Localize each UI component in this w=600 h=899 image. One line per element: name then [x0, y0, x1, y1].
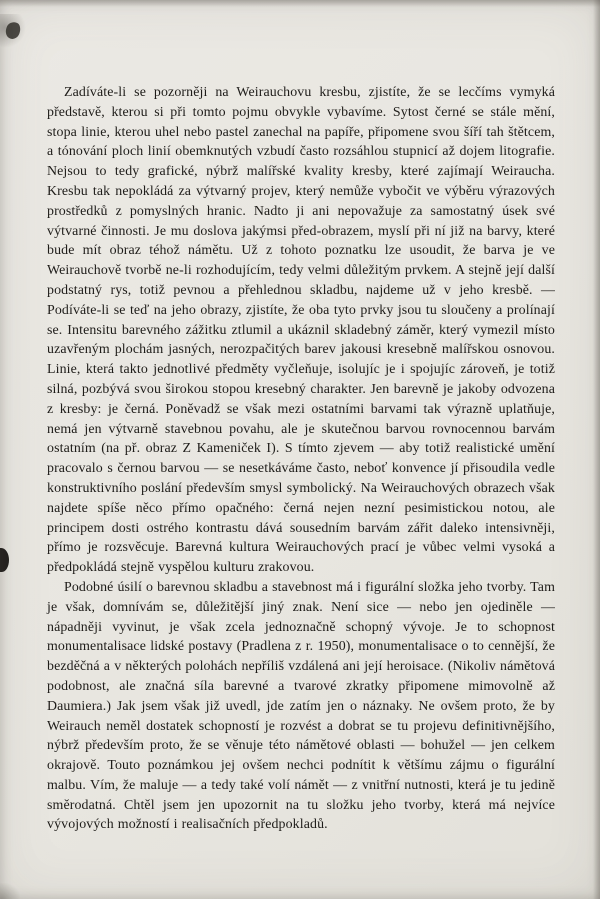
page-edge-shadow-right	[593, 0, 600, 899]
scan-mark-left-edge	[0, 548, 9, 572]
page-edge-shadow-top	[0, 0, 600, 7]
paragraph-2: Podobné úsilí o barevnou skladbu a stavebnost má i figurální složka jeho tvorby. Tam je však, domnívám se, důležitější jiný znak. Není sice — nebo jen ojediněle — nápadněji vyvinut, je však zcela jednoznačně schopný vývoje. Je to schopnost monumentalisace lidské postavy (Pradlena z r. 1950), monumentalisace o to cennější, že bezděčná a v některých polohách nepříliš vzdálená ani její heroisace. (Nikoliv námětová podobnost, ale značná síla barevné a tvarové zkratky připomene mimovolně až Daumiera.) Jak jsem však již uvedl, jde zatím jen o náznaky. Ne ovšem proto, že by Weirauch neměl dostatek schopností je rozvést a dobrat se tu projevu definitivnějšího, nýbrž především proto, že se věnuje této námětové oblasti — bohužel — jen celkem okrajově. Touto poznámkou jej ovšem nechci podnítit k většímu zájmu o figurální malbu. Vím, že maluje — a tedy také volí námět — z vnitřní nutnosti, která je tu jedině směrodatná. Chtěl jsem jen upozornit na tu složku jeho tvorby, která má nejvíce vývojových možností i realisačních předpokladů.	[47, 579, 555, 833]
scan-smudge-bottom-left	[0, 883, 20, 899]
paragraph-1: Zadíváte-li se pozorněji na Weirauchovu kresbu, zjistíte, že se lecčíms vymyká představě, kterou si při tomto pojmu obvykle vybavíme. Sytost černé se stále mění, stopa linie, kterou uhel nebo pastel zanechal na papíře, připomene svou šíří tah štětcem, a tónování ploch linií obemknutých vzbudí často rozsáhlou stupnicí až dojem litografie. Nejsou to tedy grafické, nýbrž malířské kvality kresby, které zajímají Weiraucha. Kresbu tak nepokládá za výtvarný projev, který nemůže vybočit ve výběru výrazových prostředků z pomyslných hranic. Nadto ji ani nepovažuje za samostatný úsek své výtvarné činnosti. Je mu doslova jakýmsi před-obrazem, myslí při ní již na barvy, které bude mít obraz téhož námětu. Už z tohoto poznatku lze usoudit, že barva je ve Weirauchově tvorbě ne-li rozhodujícím, tedy velmi důležitým prvkem. A stejně její další podstatný rys, totiž pevnou a přehlednou skladbu, najdeme už v jeho kresbě. — Podíváte-li se teď na jeho obrazy, zjistíte, že oba tyto prvky jsou tu sloučeny a prolínají se. Intensitu barevného zážitku ztlumil a ukáznil skladebný záměr, který vymezil místo uzavřeným plochám jasných, nerozpačitých barev jakousi kresebně malířskou osnovou. Linie, která takto jednotlivé předměty vyčleňuje, isolujíc je i spojujíc zároveň, je totiž silná, pozbývá svou širokou stopou kresebný charakter. Jen barevně je jakoby odvozena z kresby: je černá. Poněvadž se však mezi ostatními barvami tak výrazně uplatňuje, nemá jen výtvarně stavebnou povahu, ale je skutečnou barvou rovnocennou barvám ostatním (na př. obraz Z Kameniček I). S tímto zjevem — aby totiž realistické umění pracovalo s černou barvou — se nesetkáváme často, neboť konvence jí přisoudila vedle konstruktivního poslání především smysl symbolický. Na Weirauchových obrazech však najdete spíše něco přímo opačného: černá nejen nezní pesimistickou notou, ale principem dosti ostrého kontrastu dává sousedním barvám zářit daleko intensivněji, přímo je rozsvěcuje. Barevná kultura Weirauchových prací je vůbec velmi vysoká a předpokládá stejně vyspělou kulturu zrakovou.	[47, 85, 555, 576]
text-column	[47, 83, 555, 835]
